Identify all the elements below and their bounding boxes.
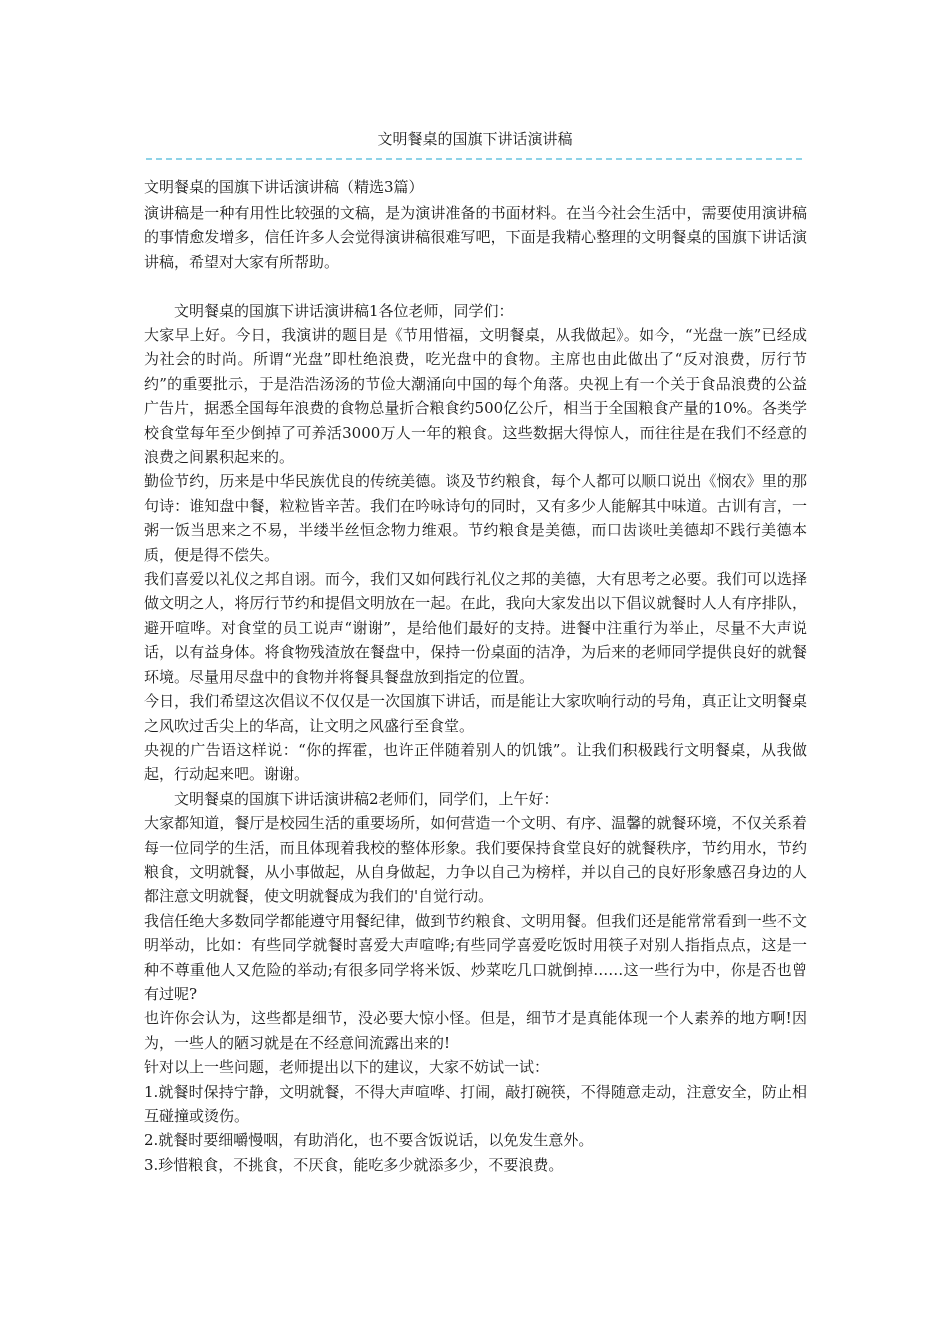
speech2-list-item: 2.就餐时要细嚼慢咽，有助消化，也不要含饭说话，以免发生意外。 bbox=[144, 1131, 594, 1150]
document-title: 文明餐桌的国旗下讲话演讲稿 bbox=[377, 130, 573, 148]
speech2-paragraph: 大家都知道，餐厅是校园生活的重要场所，如何营造一个文明、有序、温馨的就餐环境，不仅关系着每一位同学的生活，而且体现着我校的整体形象。我们要保持食堂良好的就餐秩序，节约用水，节约粮食，文明就餐，从小事做起，从自身做起，力争以自己为榜样，并以自己的良好形象感召身边的人都注意文明就餐，使文明就餐成为我们的'自觉行动。 bbox=[144, 814, 807, 906]
speech2-paragraph: 也许你会认为，这些都是细节，没必要大惊小怪。但是，细节才是真能体现一个人素养的地方啊!因为，一些人的陋习就是在不经意间流露出来的! bbox=[144, 1009, 807, 1052]
speech1-paragraph: 今日，我们希望这次倡议不仅仅是一次国旗下讲话，而是能让大家吹响行动的号角，真正让文明餐桌之风吹过舌尖上的华高，让文明之风盛行至食堂。 bbox=[144, 692, 807, 735]
speech1-paragraph: 央视的广告语这样说：“你的挥霍，也许正伴随着别人的饥饿”。让我们积极践行文明餐桌，从我做起，行动起来吧。谢谢。 bbox=[144, 740, 807, 784]
blank-line bbox=[144, 274, 807, 298]
speech1-paragraph: 勤俭节约，历来是中华民族优良的传统美德。谈及节约粮食，每个人都可以顺口说出《悯农》里的那句诗：谁知盘中餐，粒粒皆辛苦。我们在吟咏诗句的同时，又有多少人能解其中味道。古训有言，一粥一饭当思来之不易，半缕半丝恒念物力维艰。节约粮食是美德，而口齿谈吐美德却不践行美德本质，便是得不偿失。 bbox=[144, 472, 807, 564]
intro-paragraph: 演讲稿是一种有用性比较强的文稿，是为演讲准备的书面材料。在当今社会生活中，需要使用演讲稿的事情愈发增多，信任许多人会觉得演讲稿很难写吧，下面是我精心整理的文明餐桌的国旗下讲话演讲稿，希望对大家有所帮助。 bbox=[144, 204, 807, 271]
speech2-list-item: 3.珍惜粮食，不挑食，不厌食，能吃多少就添多少，不要浪费。 bbox=[144, 1155, 564, 1174]
speech1-paragraph: 我们喜爱以礼仪之邦自诩。而今，我们又如何践行礼仪之邦的美德，大有思考之必要。我们可以选择做文明之人，将厉行节约和提倡文明放在一起。在此，我向大家发出以下倡议就餐时人人有序排队，避开喧哗。对食堂的员工说声“谢谢”，是给他们最好的支持。进餐中注重行为举止，尽量不大声说话，以有益身体。将食物残渣放在餐盘中，保持一份桌面的洁净，为后来的老师同学提供良好的就餐环境。尽量用尽盘中的食物并将餐具餐盘放到指定的位置。 bbox=[144, 570, 807, 686]
document-body bbox=[144, 176, 807, 1177]
speech2-paragraph: 我信任绝大多数同学都能遵守用餐纪律，做到节约粮食、文明用餐。但我们还是能常常看到一些不文明举动，比如：有些同学就餐时喜爱大声喧哗;有些同学喜爱吃饭时用筷子对别人指指点点，这是一种不尊重他人又危险的举动;有很多同学将米饭、炒菜吃几口就倒掉……这一些行为中，你是否也曾有过呢? bbox=[144, 911, 807, 1003]
speech1-paragraph: 大家早上好。今日，我演讲的题目是《节用惜福，文明餐桌，从我做起》。如今，“光盘一族”已经成为社会的时尚。所谓“光盘”即杜绝浪费，吃光盘中的食物。主席也由此做出了“反对浪费，厉行节约”的重要批示，于是浩浩汤汤的节俭大潮涌向中国的每个角落。央视上有一个关于食品浪费的公益广告片，据悉全国每年浪费的食物总量折合粮食约500亿公斤，相当于全国粮食产量的10%。各类学校食堂每年至少倒掉了可养活3000万人一年的粮食。这些数据大得惊人，而往往是在我们不经意的浪费之间累积起来的。 bbox=[144, 326, 807, 467]
speech1-heading: 文明餐桌的国旗下讲话演讲稿1各位老师，同学们： bbox=[174, 301, 514, 320]
speech2-heading: 文明餐桌的国旗下讲话演讲稿2老师们，同学们，上午好： bbox=[174, 789, 559, 808]
speech2-list-item: 1.就餐时保持宁静，文明就餐，不得大声喧哗、打闹，敲打碗筷，不得随意走动，注意安全，防止相互碰撞或烫伤。 bbox=[144, 1082, 807, 1126]
speech2-paragraph: 针对以上一些问题，老师提出以下的建议，大家不妨试一试： bbox=[144, 1058, 550, 1077]
document-subtitle: 文明餐桌的国旗下讲话演讲稿（精选3篇） bbox=[144, 178, 424, 196]
title-divider bbox=[146, 158, 802, 160]
